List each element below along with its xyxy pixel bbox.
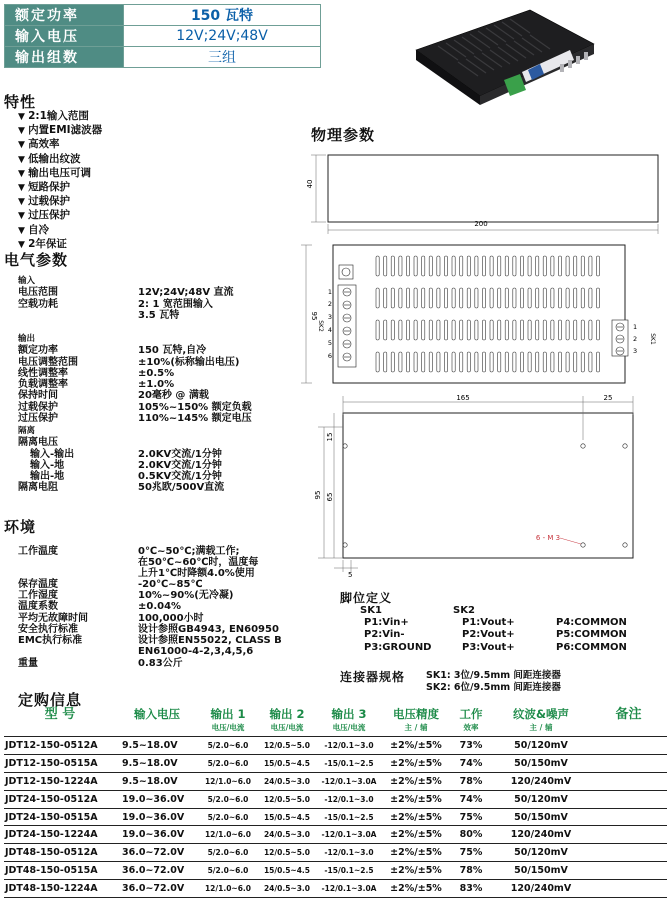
table-cell [590,754,667,772]
summary-value: 三组 [124,47,321,68]
electrical-labels [18,276,58,310]
features-list [18,110,102,252]
output-labels [18,334,78,424]
col-header-text: 工作 [459,707,483,721]
environment-title: 环境 [4,518,37,536]
param-label: 过载保护 [18,401,58,413]
table-cell: ±2%/±5% [382,754,450,772]
table-cell: 24/0.5~3.0 [258,772,316,790]
env-label: 重量 [18,657,38,669]
dim-165: 165 [456,394,470,402]
table-cell: 24/0.5~3.0 [258,880,316,898]
col-header [258,708,316,737]
table-cell: 12/0.5~5.0 [258,790,316,808]
table-cell: ±2%/±5% [382,790,450,808]
table-cell: 5/2.0~6.0 [198,844,258,862]
table-row [4,844,667,862]
table-cell: ±2%/±5% [382,772,450,790]
param-value: 2: 1 宽范围输入 [138,298,213,310]
col-header-text: 备注 [615,707,642,722]
env-label [18,646,88,657]
table-cell: 75% [450,808,492,826]
col-header-text: 输入电压 [134,707,180,721]
param-value: 12V;24V;48V 直流 [138,287,234,299]
table-cell: ±2%/±5% [382,737,450,755]
dim-65: 65 [326,492,334,502]
sk1-label: SK1 [649,333,656,345]
connector-specs [426,670,561,695]
param-value: 0.5KV交流/1分钟 [138,471,222,483]
summary-table [4,4,321,68]
table-cell: 5/2.0~6.0 [198,862,258,880]
table-cell: 120/240mV [492,880,590,898]
param-label: 隔离电压 [18,437,58,449]
isolation-heading: 隔离 [18,426,36,436]
order-header-row [4,708,667,737]
isolation-labels [18,426,74,494]
param-label: 隔离电阻 [18,482,58,494]
top-view [306,155,658,234]
sk2-pin-label: 1 [327,288,332,296]
connector-spec: SK2: 6位/9.5mm 间距连接器 [426,682,561,694]
env-value: 设计参照GB4943, EN60950 [138,623,279,635]
pin-def: P3:Vout+ [462,641,515,653]
param-label: 额定功率 [18,345,58,357]
param-value: 150 瓦特,自冷 [138,345,207,357]
summary-row [5,47,321,68]
param-label: 负载调整率 [18,379,68,391]
col-header [4,708,116,737]
sk2-pins-a [462,617,515,654]
table-cell [590,880,667,898]
param-value: 2.0KV交流/1分钟 [138,448,222,460]
table-cell [590,737,667,755]
table-cell: 50/120mV [492,844,590,862]
connector-spec: SK1: 3位/9.5mm 间距连接器 [426,670,561,681]
table-cell: 19.0~36.0V [116,790,198,808]
table-cell: 15/0.5~4.5 [258,754,316,772]
param-value: 3.5 瓦特 [138,309,180,321]
table-cell: 36.0~72.0V [116,844,198,862]
table-cell: 9.5~18.0V [116,772,198,790]
col-header-text: 电压精度 [393,707,439,721]
pins-title: 脚位定义 [340,591,393,605]
table-cell: 19.0~36.0V [116,808,198,826]
col-header [590,708,667,737]
table-cell: JDT48-150-0512A [4,844,116,862]
feature-item: ▼ 内置EMI滤波器 [18,124,102,138]
table-cell: 50/150mV [492,808,590,826]
table-cell: 50/120mV [492,737,590,755]
electrical-values [138,287,234,321]
pin-def: P6:COMMON [556,641,627,653]
product-photo [410,4,598,108]
table-cell: ±2%/±5% [382,808,450,826]
env-label: 保存温度 [18,579,58,591]
dim-5: 5 [348,571,353,579]
feature-item: ▼ 过压保护 [18,209,102,223]
table-row [4,808,667,826]
table-cell: 12/1.0~6.0 [198,772,258,790]
param-value: ±0.5% [138,367,175,379]
feature-item: ▼ 低输出纹波 [18,153,102,167]
table-cell: -12/0.1~3.0A [316,772,382,790]
table-cell: JDT12-150-0512A [4,737,116,755]
table-row [4,790,667,808]
sk2-heading: SK2 [453,605,475,616]
table-cell: 120/240mV [492,772,590,790]
dim-front-height: 95 [310,311,318,321]
table-cell: 9.5~18.0V [116,754,198,772]
env-label: 安全执行标准 [18,623,78,635]
table-cell: JDT24-150-0515A [4,808,116,826]
sk2-label: SK2 [317,320,324,332]
env-value: 10%~90%(无冷凝) [138,590,234,602]
sk2-pin-label: 6 [327,352,332,360]
col-header-sub: 电压/电流 [270,723,304,732]
table-cell: 5/2.0~6.0 [198,737,258,755]
feature-item: ▼ 高效率 [18,138,102,152]
param-label: 输入-地 [30,459,65,471]
param-label: 线性调整率 [18,367,68,379]
env-label: 工作湿度 [18,590,58,602]
col-header-sub: 电压/电流 [211,723,245,732]
table-cell [590,808,667,826]
table-cell: JDT12-150-1224A [4,772,116,790]
output-heading: 输出 [18,334,36,344]
col-header-sub: 电压/电流 [332,723,366,732]
sk2-pin-label: 4 [327,326,332,334]
col-header [116,708,198,737]
table-cell: 15/0.5~4.5 [258,808,316,826]
summary-value: 12V;24V;48V [124,26,321,47]
table-cell [590,790,667,808]
env-value: ±0.04% [138,601,182,613]
table-cell: -12/0.1~3.0A [316,880,382,898]
sk1-pins [364,617,432,654]
sk2-pins-b [556,617,627,654]
col-header [450,708,492,737]
env-label: EMC执行标准 [18,634,83,646]
table-cell: 36.0~72.0V [116,862,198,880]
dim-15: 15 [326,432,334,442]
table-cell: ±2%/±5% [382,880,450,898]
table-cell: 78% [450,862,492,880]
pin-def: P4:COMMON [556,617,627,628]
table-row [4,862,667,880]
table-cell: -12/0.1~3.0 [316,737,382,755]
table-cell: -15/0.1~2.5 [316,862,382,880]
param-value: 110%~145% 额定电压 [138,413,252,425]
param-label: 输入-输出 [30,448,75,460]
dim-height-label: 40 [306,179,314,189]
param-value: ±10%(标称输出电压) [138,356,240,368]
table-cell [590,844,667,862]
input-heading: 输入 [18,276,36,286]
table-cell: 73% [450,737,492,755]
env-value: -20℃~85℃ [138,579,203,591]
pin-def: P3:GROUND [364,641,432,653]
pin-def: P2:Vin- [364,629,405,641]
sk1-pin-label: 2 [633,335,638,343]
sk1-pin-label: 3 [633,347,638,355]
summary-key: 额定功率 [5,5,124,26]
table-cell: 12/1.0~6.0 [198,826,258,844]
order-table [4,708,667,898]
table-cell: 12/1.0~6.0 [198,880,258,898]
mechanical-drawing [296,140,666,580]
table-cell: -12/0.1~3.0 [316,844,382,862]
table-cell: -12/0.1~3.0 [316,790,382,808]
mounting-holes-label: 6 - M 3 [535,534,561,542]
summary-row [5,5,321,26]
dim-95: 95 [314,490,322,500]
output-values [138,345,252,424]
table-row [4,880,667,898]
col-header-text: 型 号 [44,707,76,722]
feature-item: ▼ 输出电压可调 [18,167,102,181]
param-value: 20毫秒 @ 满载 [138,390,209,402]
summary-key: 输出组数 [5,47,124,68]
feature-item: ▼ 短路保护 [18,181,102,195]
env-value: 设计参照EN55022, CLASS B [138,634,282,646]
env-label: 工作温度 [18,546,58,557]
table-cell [590,826,667,844]
order-body [4,737,667,898]
col-header-text: 输出 2 [269,707,305,721]
param-label: 输出-地 [30,471,65,483]
table-cell: 120/240mV [492,826,590,844]
param-label: 空载功耗 [18,298,58,310]
pin-def: P1:Vin+ [364,617,409,628]
table-cell: ±2%/±5% [382,844,450,862]
table-cell: ±2%/±5% [382,826,450,844]
env-value: 100,000小时 [138,612,204,624]
col-header [316,708,382,737]
sk2-pin-label: 5 [327,339,332,347]
env-label [18,557,88,568]
sk2-pin-label: 2 [327,300,332,308]
table-cell: 50/120mV [492,790,590,808]
table-cell [590,772,667,790]
table-cell: 15/0.5~4.5 [258,862,316,880]
table-cell: 5/2.0~6.0 [198,808,258,826]
table-cell: 24/0.5~3.0 [258,826,316,844]
table-cell: -15/0.1~2.5 [316,754,382,772]
table-cell: 12/0.5~5.0 [258,844,316,862]
pin-def: P2:Vout+ [462,629,515,641]
table-cell: JDT24-150-1224A [4,826,116,844]
col-header [492,708,590,737]
sk2-pin-label: 3 [327,313,332,321]
param-label: 电压调整范围 [18,356,78,368]
feature-item: ▼ 自冷 [18,224,102,238]
bottom-view [314,394,633,579]
table-cell: JDT48-150-1224A [4,880,116,898]
table-cell: 74% [450,790,492,808]
col-header-sub: 效率 [463,723,479,732]
environment-labels [18,546,88,669]
table-cell: ±2%/±5% [382,862,450,880]
param-label: 过压保护 [18,413,58,425]
order-title: 定购信息 [18,691,83,709]
env-value: 在50℃~60℃时，温度每 [138,557,259,569]
env-value: 上升1℃时降额4.0%使用 [138,568,255,580]
table-cell: 12/0.5~5.0 [258,737,316,755]
electrical-title: 电气参数 [4,251,69,269]
table-cell: JDT24-150-0512A [4,790,116,808]
table-cell: JDT48-150-0515A [4,862,116,880]
table-cell: -15/0.1~2.5 [316,808,382,826]
table-cell: 83% [450,880,492,898]
table-cell: 5/2.0~6.0 [198,790,258,808]
environment-values [138,546,282,669]
table-cell: -12/0.1~3.0A [316,826,382,844]
env-value: 0.83公斤 [138,657,183,669]
table-cell [590,862,667,880]
env-label: 温度系数 [18,601,58,613]
table-cell: 80% [450,826,492,844]
physical-title: 物理参数 [311,126,376,144]
sk1-pin-label: 1 [633,323,638,331]
table-row [4,772,667,790]
table-cell: 19.0~36.0V [116,826,198,844]
col-header [382,708,450,737]
pin-def: P1:Vout+ [462,617,515,628]
summary-value: 150 瓦特 [124,5,321,26]
summary-key: 输入电压 [5,26,124,47]
param-value: ±1.0% [138,379,175,391]
feature-item: ▼ 2年保证 [18,238,102,252]
front-view [301,245,656,383]
param-value: 105%~150% 额定负载 [138,401,252,413]
table-cell: 50/150mV [492,754,590,772]
table-cell: 36.0~72.0V [116,880,198,898]
table-row [4,826,667,844]
table-cell: 50/150mV [492,862,590,880]
param-label: 保持时间 [18,390,58,402]
sk1-heading: SK1 [360,605,382,616]
summary-row [5,26,321,47]
table-cell: JDT12-150-0515A [4,754,116,772]
table-cell: 74% [450,754,492,772]
env-label [18,568,88,579]
env-value: EN61000-4-2,3,4,5,6 [138,645,254,657]
env-value: 0℃~50℃;满载工作; [138,546,240,557]
col-header [198,708,258,737]
param-label: 电压范围 [18,287,58,299]
table-row [4,754,667,772]
connector-title: 连接器规格 [340,670,406,684]
table-cell: 78% [450,772,492,790]
param-value: 50兆欧/500V直流 [138,482,225,494]
table-cell: 5/2.0~6.0 [198,754,258,772]
col-header-text: 输出 3 [331,707,367,721]
table-row [4,737,667,755]
col-header-text: 输出 1 [210,707,246,721]
features-title: 特性 [4,93,37,111]
feature-item: ▼ 2:1输入范围 [18,110,102,124]
table-cell: 9.5~18.0V [116,737,198,755]
col-header-text: 纹波&噪声 [512,707,570,721]
table-cell: 75% [450,844,492,862]
col-header-sub: 主 / 辅 [404,723,428,732]
env-label: 平均无故障时间 [18,612,88,624]
dim-25: 25 [603,394,613,402]
feature-item: ▼ 过载保护 [18,195,102,209]
isolation-values [138,449,224,494]
pin-def: P5:COMMON [556,629,627,641]
col-header-sub: 主 / 辅 [529,723,553,732]
dim-width-label: 200 [474,220,488,228]
param-value: 2.0KV交流/1分钟 [138,459,222,471]
